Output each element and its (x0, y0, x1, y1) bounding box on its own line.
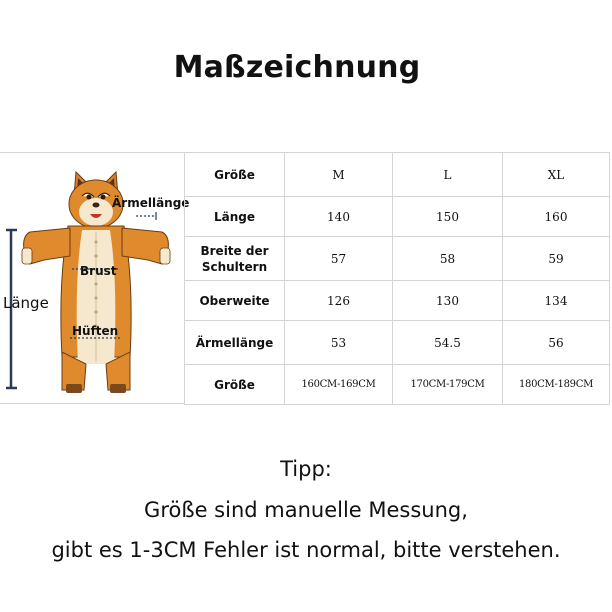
table-header-row (185, 153, 610, 197)
row-label-cell: Größe (185, 365, 285, 405)
table-row (185, 197, 610, 237)
row-label-cell: Ärmellänge (185, 321, 285, 365)
value-cell: 126 (285, 281, 393, 321)
value-cell: 160CM-169CM (285, 365, 393, 405)
label-hips: Hüften (72, 324, 119, 338)
label-length: Länge (3, 294, 49, 312)
costume-figure (0, 152, 190, 404)
value-cell: 58 (393, 237, 503, 281)
tip-line-2: gibt es 1-3CM Fehler ist normal, bitte verstehen. (51, 538, 561, 562)
row-label-cell: Oberweite (185, 281, 285, 321)
value-cell: 160 (503, 197, 610, 237)
table-row (185, 281, 610, 321)
row-label-cell: Breite der Schultern (185, 237, 285, 281)
value-cell: 170CM-179CM (393, 365, 503, 405)
table-row (185, 321, 610, 365)
costume-illustration (0, 152, 184, 404)
value-cell: 53 (285, 321, 393, 365)
label-sleeve: Ärmellänge (112, 196, 190, 210)
row-label-cell: Länge (185, 197, 285, 237)
size-table (184, 152, 610, 405)
table-row (185, 237, 610, 281)
value-cell: 57 (285, 237, 393, 281)
value-cell: 130 (393, 281, 503, 321)
table-row (185, 365, 610, 405)
value-cell: 56 (503, 321, 610, 365)
page-title: Maßzeichnung (173, 50, 421, 85)
header-size-cell: L (393, 153, 503, 197)
header-size-cell: M (285, 153, 393, 197)
value-cell: 150 (393, 197, 503, 237)
value-cell: 59 (503, 237, 610, 281)
value-cell: 180CM-189CM (503, 365, 610, 405)
tip-heading: Tipp: (280, 457, 332, 481)
header-size-cell: XL (503, 153, 610, 197)
value-cell: 140 (285, 197, 393, 237)
value-cell: 54.5 (393, 321, 503, 365)
value-cell: 134 (503, 281, 610, 321)
header-label-cell: Größe (185, 153, 285, 197)
tip-line-1: Größe sind manuelle Messung, (144, 498, 468, 522)
label-chest: Brust (80, 264, 117, 278)
